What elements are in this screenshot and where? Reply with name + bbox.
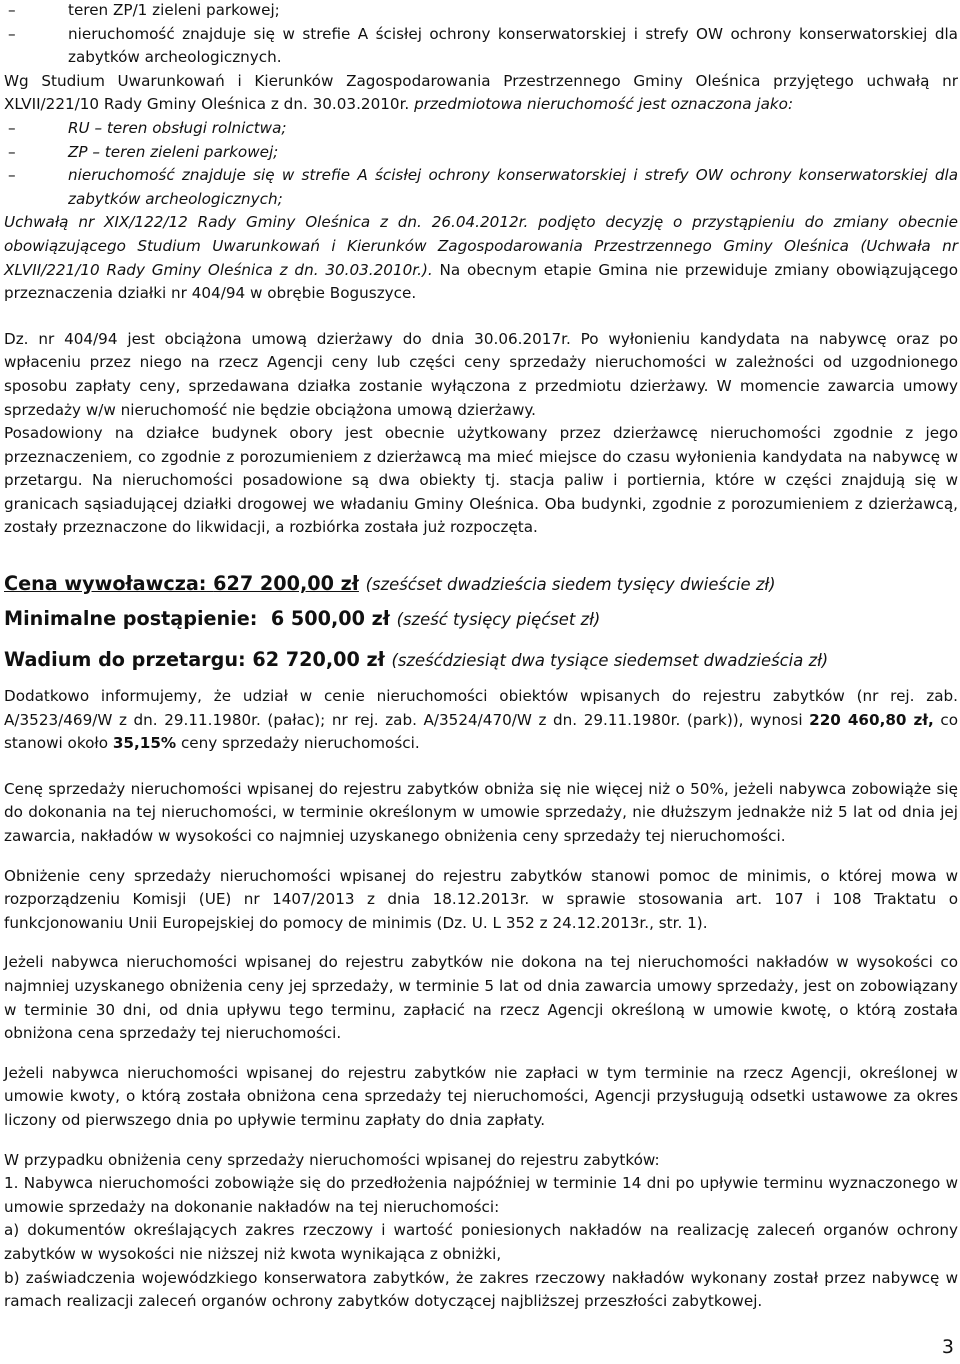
study-intro-italic: przedmiotowa nieruchomość jest oznaczona jako:: [414, 95, 794, 114]
heritage-share-text: co stanowi około: [4, 710, 958, 753]
case-item: a) dokumentów określających zakres rzeczowy i wartość poniesionych nakładów na realizację zaleceń organów ochrony zabytków w wysokości nie niższej niż kwota wynikająca z obniżki,: [4, 1221, 958, 1263]
heritage-share-text: Dodatkowo informujemy, że udział w cenie nieruchomości obiektów wpisanych do rejestru zabytków (nr rej. zab. A/3523/469/W z dn. 29.11.1980r. (pałac); nr rej. zab. A/3524/470/W z dn. 29.11.1980r. (park)), wynosi: [4, 687, 958, 729]
dash-marker: –: [8, 142, 16, 161]
list-item-text: nieruchomość znajduje się w strefie A ścisłej ochrony konserwatorskiej i strefy OW ochrony konserwatorskiej dla zabytków archeologicznych;: [68, 166, 958, 208]
list-item-text: teren ZP/1 zieleni parkowej;: [68, 1, 280, 19]
heritage-share-text: ceny sprzedaży nieruchomości.: [180, 734, 420, 753]
list-item: [8, 0, 958, 23]
list-item-text: RU – teren obsługi rolnictwa;: [68, 118, 287, 137]
case-item: b) zaświadczenia wojewódzkiego konserwatora zabytków, że zakres rzeczowy nakładów wykonany został przez nabywcę w ramach realizacji zaleceń organów ochrony zabytków dotyczącej najbliższej przeszłości zabytkowej.: [4, 1268, 958, 1311]
case-intro: W przypadku obniżenia ceny sprzedaży nieruchomości wpisanej do rejestru zabytków:: [4, 1150, 660, 1169]
call-price-words: (sześćset dwadzieścia siedem tysięcy dwieście zł): [365, 575, 776, 595]
heritage-share-amount: 220 460,80 zł,: [809, 710, 934, 729]
no-payment-paragraph: Jeżeli nabywca nieruchomości wpisanej do rejestru zabytków nie zapłaci w tym terminie na rzecz Agencji, określonej w umowie kwoty, o którą została obniżona cena sprzedaży tej nieruchomości, Agencji przysługują odsetki ustawowe za okres liczony od pierwszego dnia po upływie terminu zapłaty do dnia zapłaty.: [4, 1063, 958, 1129]
deposit-value: 62 720,00 zł: [252, 648, 385, 672]
min-increment-label: Minimalne postąpienie:: [4, 607, 258, 631]
list-item-text: ZP – teren zieleni parkowej;: [68, 142, 279, 161]
min-increment-value: 6 500,00 zł: [270, 607, 390, 631]
document-page: [4, 0, 958, 1314]
buildings-paragraph: Posadowiony na działce budynek obory jest obecnie użytkowany przez dzierżawcę nieruchomości zgodnie z jego przeznaczeniem, co zgodnie z porozumieniem z dzierżawcą ma mieć miejsce do czasu wyłonienia kandydata na nabywcę w przetargu. Na nieruchomości posadowione są dwa obiekty tj. stacja paliw i portiernia, które w części znajdują się w granicach sąsiadującej działki drogowej we władaniu Gminy Oleśnica. Oba budynki, zgodnie z porozumieniem z dzierżawcą, zostały przeznaczone do likwidacji, a rozbiórka została już rozpoczęta.: [4, 424, 958, 537]
resolution-italic: Uchwałą nr XIX/122/12 Rady Gminy Oleśnica z dn. 26.04.2012r. podjęto decyzję o przystąpieniu do zmiany obecnie obowiązującego Studium Uwarunkowań i Kierunków Zagospodarowania Przestrzennego Gminy Oleśnica (Uchwała nr XLVII/221/10 Rady Gminy Oleśnica z dn. 30.03.2010r.).: [4, 213, 958, 279]
dash-marker: –: [8, 24, 16, 43]
list-item: [8, 117, 958, 141]
resolution-plain: Na obecnym etapie Gmina nie przewiduje zmiany obowiązującego przeznaczenia działki nr 404/94 w obrębie Boguszyce.: [4, 260, 958, 303]
list-item: [8, 23, 958, 70]
deposit-words: (sześćdziesiąt dwa tysiące siedemset dwadzieścia zł): [391, 651, 829, 671]
call-price: [4, 570, 958, 599]
heritage-share-percent: 35,15%: [112, 734, 177, 753]
list-item: [8, 141, 958, 165]
list-item: [8, 164, 958, 211]
min-increment: [4, 605, 958, 634]
dash-marker: –: [8, 1, 16, 19]
resolution-paragraph: [4, 211, 958, 305]
deminimis-paragraph: Obniżenie ceny sprzedaży nieruchomości wpisanej do rejestru zabytków stanowi pomoc de minimis, o której mowa w rozporządzeniu Komisji (UE) nr 1407/2013 z dnia 18.12.2013r. w sprawie stosowania art. 107 i 108 Traktatu o funkcjonowaniu Unii Europejskiej do pomocy de minimis (Dz. U. L 352 z 24.12.2013r., str. 1).: [4, 866, 958, 932]
study-paragraph: [4, 70, 958, 117]
no-investment-paragraph: Jeżeli nabywca nieruchomości wpisanej do rejestru zabytków nie dokona na tej nieruchomości nakładów w wysokości co najmniej uzyskanego obniżenia ceny jej sprzedaży, w terminie 5 lat od dnia zawarcia umowy sprzedaży, jest on zobowiązany w terminie 30 dni, od dnia upływu tego terminu, zapłacić na rzecz Agencji określoną w umowie kwotę, o którą została obniżona cena sprzedaży tej nieruchomości.: [4, 953, 958, 1043]
heritage-share-paragraph: [4, 685, 958, 756]
list-item-text: nieruchomość znajduje się w strefie A ścisłej ochrony konserwatorskiej i strefy OW ochrony konserwatorskiej dla zabytków archeologicznych.: [68, 24, 958, 67]
study-intro: Wg Studium Uwarunkowań i Kierunków Zagospodarowania Przestrzennego Gminy Oleśnica przyjętego uchwałą nr XLVII/221/10 Rady Gminy Oleśnica z dn. 30.03.2010r.: [4, 71, 958, 114]
page-number: 3: [941, 1336, 954, 1358]
min-increment-words: (sześć tysięcy pięćset zł): [396, 610, 601, 630]
dash-marker: –: [8, 166, 16, 185]
lease-paragraph: Dz. nr 404/94 jest obciążona umową dzierżawy do dnia 30.06.2017r. Po wyłonieniu kandydata na nabywcę oraz po wpłaceniu przez niego na rzecz Agencji ceny lub części ceny sprzedaży nieruchomości w zależności od uzgodnionego sposobu zapłaty ceny, sprzedawana działka zostanie wyłączona z przedmiotu dzierżawy. W momencie zawarcia umowy sprzedaży w/w nieruchomość nie będzie obciążona umową dzierżawy.: [4, 329, 958, 419]
deposit: [4, 646, 958, 675]
case-item: 1. Nabywca nieruchomości zobowiąże się do przedłożenia najpóźniej w terminie 14 dni po upływie terminu wyznaczonego w umowie sprzedaży na dokonanie nakładów na tej nieruchomości:: [4, 1174, 958, 1216]
deposit-label: Wadium do przetargu:: [4, 648, 246, 672]
call-price-label: Cena wywoławcza: 627 200,00 zł: [4, 572, 359, 596]
dash-marker: –: [8, 118, 16, 137]
reduction-paragraph: Cenę sprzedaży nieruchomości wpisanej do rejestru zabytków obniża się nie więcej niż o 50%, jeżeli nabywca zobowiąże się do dokonania na tej nieruchomości, w terminie określonym w umowie sprzedaży, nie dłuższym jednakże niż 5 lat od dnia jej zawarcia, nakładów w wysokości co najmniej uzyskanego obniżenia ceny sprzedaży tej nieruchomości.: [4, 779, 958, 846]
